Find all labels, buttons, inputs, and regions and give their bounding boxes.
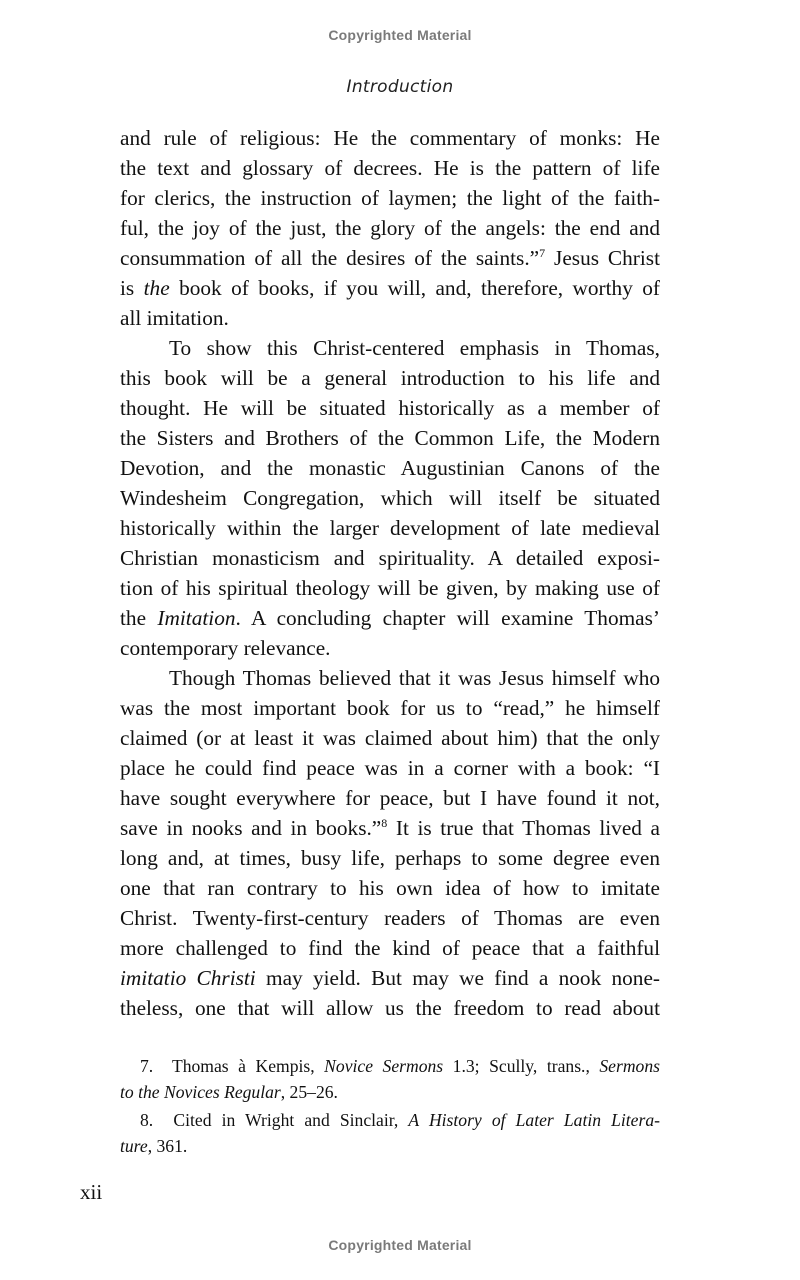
title-novice-sermons: Novice Sermons	[324, 1056, 444, 1076]
paragraph-3	[120, 663, 660, 1023]
text-line: thought. He will be situated historically as a member of	[120, 396, 660, 420]
copyright-watermark-bottom: Copyrighted Material	[328, 1237, 472, 1253]
text-run: It is true that Thomas lived a	[387, 816, 660, 840]
text-run: the text and glossary of decrees. He is the pattern of life	[120, 156, 660, 180]
text-line	[120, 153, 660, 183]
text-line: To show this Christ-centered emphasis in Thomas,	[169, 336, 660, 360]
text-line: this book will be a general introduction to his life and	[120, 366, 660, 390]
text-run: all imitation.	[120, 306, 229, 330]
text-run: save in nooks and in books.”	[120, 816, 382, 840]
running-head: Introduction	[346, 77, 454, 97]
text-run: 1.3; Scully, trans.,	[443, 1056, 600, 1076]
text-run: is	[120, 276, 144, 300]
text-line: was the most important book for us to “read,” he himself	[120, 696, 660, 720]
text-run: ful, the joy of the just, the glory of the angels: the end and	[120, 216, 660, 240]
text-run: . A concluding chapter will examine Thomas’	[235, 606, 661, 630]
footnote-line	[120, 1107, 660, 1133]
paragraph-2	[120, 333, 660, 663]
text-run: Thomas à Kempis,	[171, 1056, 325, 1076]
title-sermons: Sermons	[599, 1056, 660, 1076]
text-line	[120, 213, 660, 243]
text-run: book of books, if you will, and, therefore, worthy of	[169, 276, 661, 300]
footnote-8	[120, 1107, 660, 1159]
text-line: Christian monasticism and spirituality. A detailed exposi-	[120, 546, 660, 570]
footnote-ref-7[interactable]: 7	[539, 246, 546, 260]
text-line: have sought everywhere for peace, but I have found it not,	[120, 786, 660, 810]
text-line	[120, 273, 660, 303]
text-line	[120, 183, 660, 213]
text-line: place he could find peace was in a corner with a book: “I	[120, 756, 660, 780]
text-run: may yield. But may we find a nook none-	[255, 966, 660, 990]
text-line: Devotion, and the monastic Augustinian Canons of the	[120, 456, 660, 480]
text-line: Windesheim Congregation, which will itself be situated	[120, 486, 660, 510]
text-line: more challenged to find the kind of peace that a faithful	[120, 936, 660, 960]
footnote-number: 7.	[140, 1056, 154, 1076]
text-run: for clerics, the instruction of laymen; the light of the faith-	[120, 186, 660, 210]
title-continuation: ture	[120, 1136, 148, 1156]
footnote-line	[120, 1133, 660, 1159]
footnote-number: 8.	[140, 1110, 154, 1130]
text-line: one that ran contrary to his own idea of how to imitate	[120, 876, 660, 900]
footnote-ref-8[interactable]: 8	[381, 816, 388, 830]
footnote-line	[120, 1079, 660, 1105]
text-line	[120, 963, 660, 993]
text-line: theless, one that will allow us the freedom to read about	[120, 996, 660, 1020]
text-line	[120, 813, 660, 843]
title-to-the-novices-regular: to the Novices Regular	[120, 1082, 281, 1102]
text-line: long and, at times, busy life, perhaps to some degree even	[120, 846, 660, 870]
text-run: the	[120, 606, 158, 630]
footnote-7	[120, 1053, 660, 1105]
text-line: Christ. Twenty-first-century readers of Thomas are even	[120, 906, 660, 930]
text-run: consummation of all the desires of the saints.”	[120, 246, 540, 270]
text-run: Cited in Wright and Sinclair,	[173, 1110, 409, 1130]
text-line: contemporary relevance.	[120, 636, 331, 660]
paragraph-1	[120, 123, 660, 333]
text-run: Jesus Christ	[545, 246, 660, 270]
copyright-watermark-top: Copyrighted Material	[328, 27, 472, 43]
text-line	[120, 303, 660, 333]
term-imitatio-christi: imitatio Christi	[120, 966, 256, 990]
footnote-line	[120, 1053, 660, 1079]
text-line: the Sisters and Brothers of the Common Life, the Modern	[120, 426, 660, 450]
text-line: Though Thomas believed that it was Jesus himself who	[169, 666, 660, 690]
text-run: , 25–26.	[280, 1082, 338, 1102]
title-imitation: Imitation	[157, 606, 236, 630]
text-line: historically within the larger development of late medieval	[120, 516, 660, 540]
body-text	[120, 123, 660, 1023]
title-history-latin-literature: A History of Later Latin Litera-	[408, 1110, 660, 1130]
text-line: claimed (or at least it was claimed about him) that the only	[120, 726, 660, 750]
text-line	[120, 123, 660, 153]
emphasis-the: the	[143, 276, 170, 300]
text-line	[120, 243, 660, 273]
page-number: xii	[80, 1180, 103, 1204]
footnotes	[120, 1053, 660, 1159]
text-run: and rule of religious: He the commentary of monks: He	[120, 126, 660, 150]
text-line: tion of his spiritual theology will be given, by making use of	[120, 576, 660, 600]
text-run: , 361.	[147, 1136, 188, 1156]
text-line	[120, 603, 660, 633]
